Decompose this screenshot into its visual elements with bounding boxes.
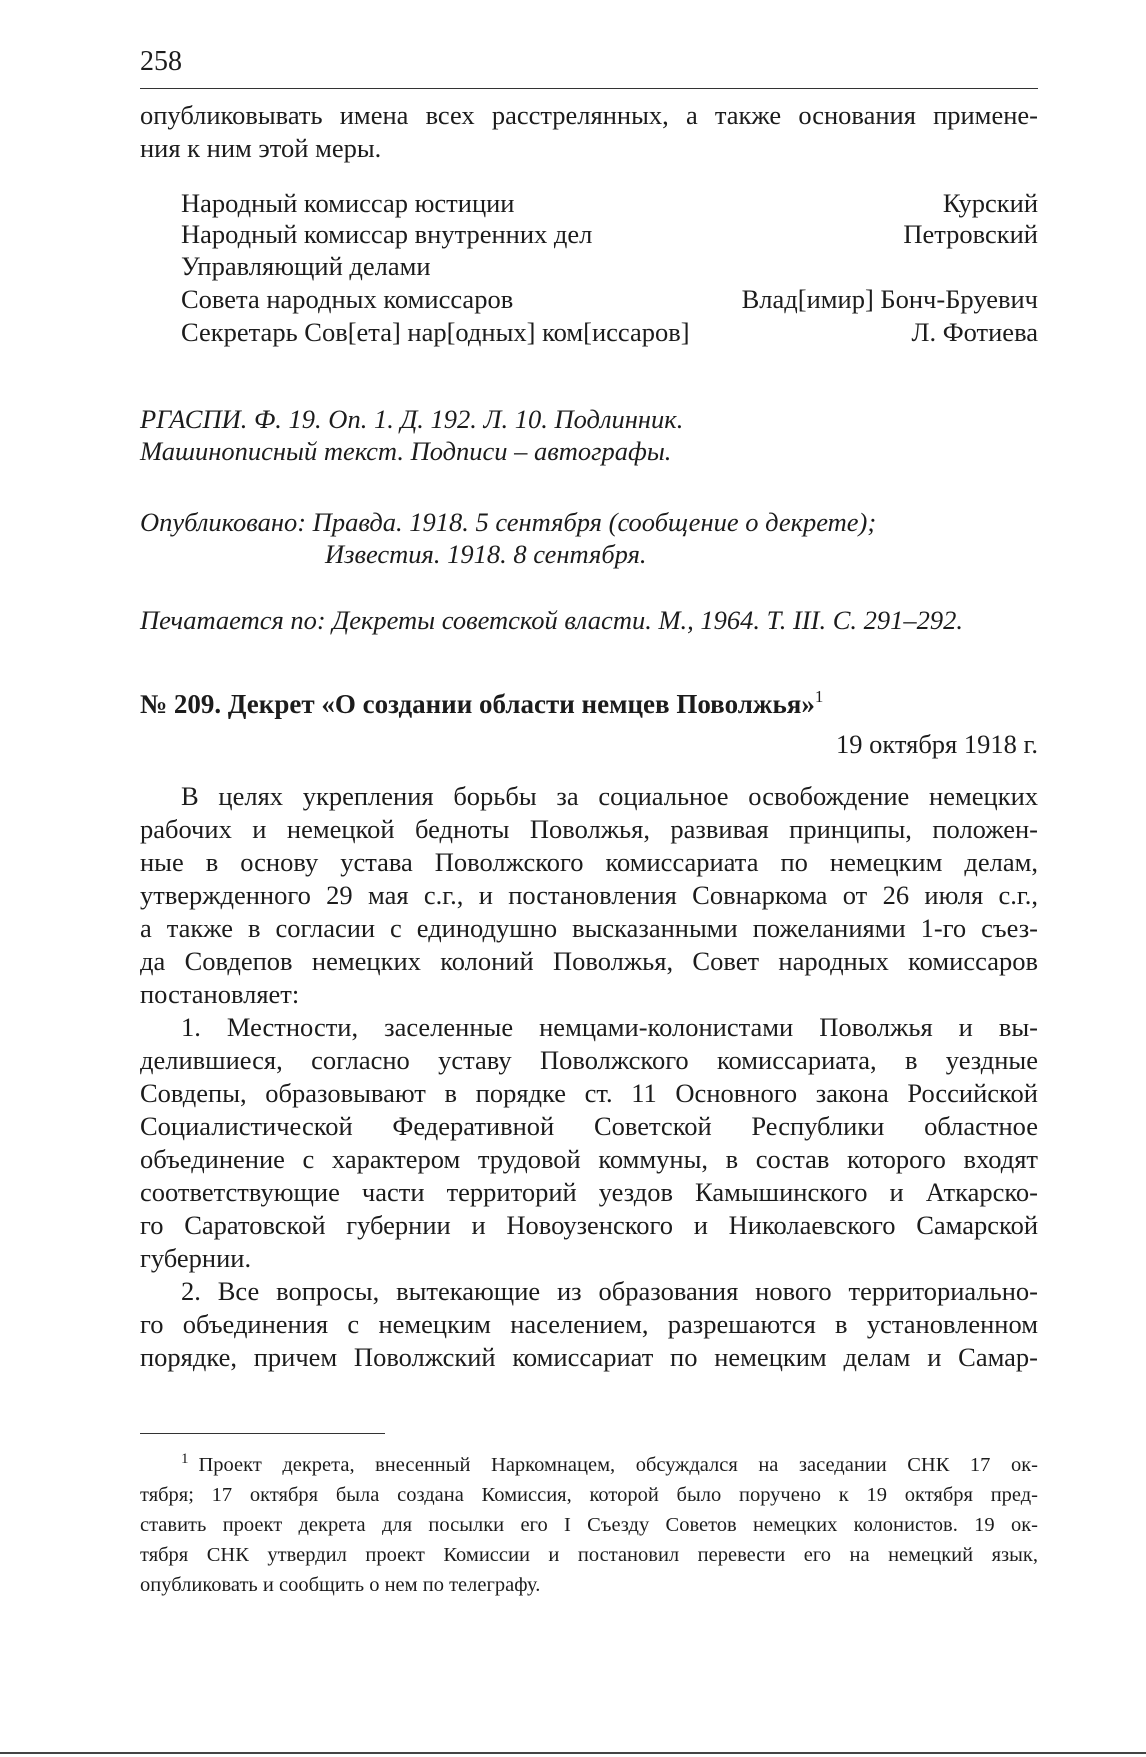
body-line: губернии. <box>140 1243 252 1273</box>
decree-heading <box>140 688 823 721</box>
body-line: делившиеся, согласно уставу Поволжского комиссариата, в уездные <box>140 1045 1038 1075</box>
signature-name: Петровский <box>903 219 1038 249</box>
body-line: а также в согласии с единодушно высказанными пожеланиями 1-го съез- <box>140 913 1038 943</box>
signature-title: Народный комиссар юстиции <box>181 188 515 218</box>
printed-from: Печатается по: Декреты советской власти. М., 1964. Т. III. С. 291–292. <box>140 605 964 635</box>
body-line: Социалистической Федеративной Советской Республики областное <box>140 1111 1038 1141</box>
footnote-line <box>181 1450 1038 1480</box>
body-line: объединение с характером трудовой коммуны, в состав которого входят <box>140 1144 1038 1174</box>
footnote-line: ставить проект декрета для посылки его I Съезду Советов немецких колонистов. 19 ок- <box>140 1514 1038 1536</box>
body-line: В целях укрепления борьбы за социальное освобождение немецких <box>181 781 1038 811</box>
body-line: го объединения с немецким населением, разрешаются в установленном <box>140 1309 1038 1339</box>
body-line: рабочих и немецкой бедноты Поволжья, развивая принципы, положен- <box>140 814 1038 844</box>
body-line: постановляет: <box>140 979 300 1009</box>
footnote-line-text: Проект декрета, внесенный Наркомнацем, обсуждался на заседании СНК 17 ок- <box>198 1454 1038 1476</box>
footnote-mark: 1 <box>181 1451 189 1467</box>
body-line: го Саратовской губернии и Новоузенского и Николаевского Самарской <box>140 1210 1038 1240</box>
body-line: 1. Местности, заселенные немцами-колонистами Поволжья и вы- <box>181 1012 1038 1042</box>
signature-title: Секретарь Сов[ета] нар[одных] ком[иссаров] <box>181 317 690 347</box>
footnote-line: тября; 17 октября была создана Комиссия, которой было поручено к 19 октября пред- <box>140 1484 1038 1506</box>
archive-reference: Машинописный текст. Подписи – автографы. <box>140 436 672 466</box>
signature-title: Управляющий делами <box>181 251 431 281</box>
header-rule <box>140 88 1038 89</box>
decree-heading-text: № 209. Декрет «О создании области немцев Поволжья» <box>140 689 815 719</box>
body-line: соответствующие части территорий уездов Камышинского и Аткарско- <box>140 1177 1038 1207</box>
decree-date: 19 октября 1918 г. <box>836 729 1038 759</box>
intro-line: опубликовывать имена всех расстрелянных, а также основания примене- <box>140 100 1038 130</box>
footnote-line: опубликовать и сообщить о нем по телеграфу. <box>140 1574 541 1596</box>
body-line: Совдепы, образовывают в порядке ст. 11 Основного закона Российской <box>140 1078 1038 1108</box>
intro-line: ния к ним этой меры. <box>140 133 382 163</box>
archive-reference: РГАСПИ. Ф. 19. Оп. 1. Д. 192. Л. 10. Подлинник. <box>140 404 684 434</box>
publication-info: Опубликовано: Правда. 1918. 5 сентября (сообщение о декрете); <box>140 507 877 537</box>
page-number: 258 <box>140 46 182 77</box>
body-line: порядке, причем Поволжский комиссариат по немецким делам и Самар- <box>140 1342 1038 1372</box>
signature-name: Влад[имир] Бонч-Бруевич <box>741 284 1038 314</box>
footnote-line: тября СНК утвердил проект Комиссии и постановил перевести его на немецкий язык, <box>140 1544 1038 1566</box>
signature-name: Л. Фотиева <box>911 317 1038 347</box>
body-line: да Совдепов немецких колоний Поволжья, Совет народных комиссаров <box>140 946 1038 976</box>
footnote-reference: 1 <box>814 687 824 706</box>
body-line: 2. Все вопросы, вытекающие из образования нового территориально- <box>181 1276 1038 1306</box>
body-line: утвержденного 29 мая с.г., и постановления Совнаркома от 26 июля с.г., <box>140 880 1038 910</box>
body-line: ные в основу устава Поволжского комиссариата по немецким делам, <box>140 847 1038 877</box>
signature-name: Курский <box>942 188 1038 218</box>
footnote-rule <box>140 1433 385 1434</box>
page-bottom-edge <box>0 1752 1146 1754</box>
signature-title: Совета народных комиссаров <box>181 284 514 314</box>
signature-title: Народный комиссар внутренних дел <box>181 219 593 249</box>
publication-info: Известия. 1918. 8 сентября. <box>325 539 647 569</box>
